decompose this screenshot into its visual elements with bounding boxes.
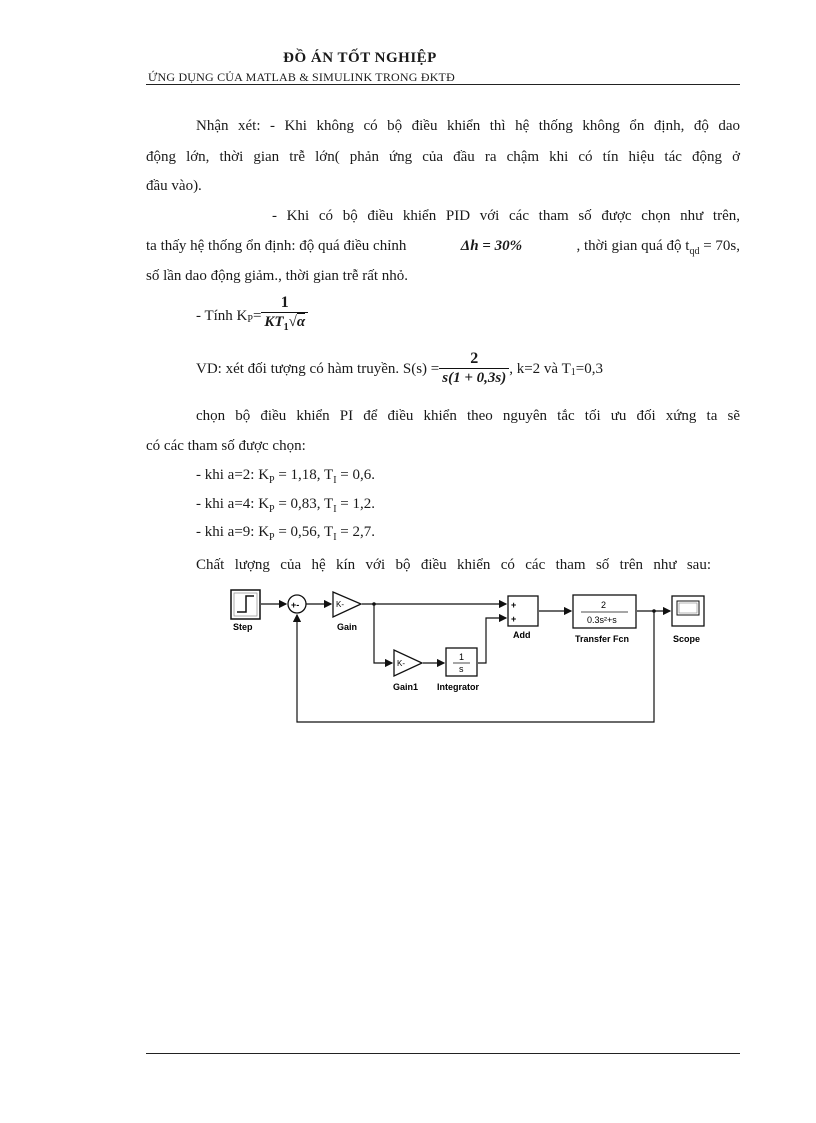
add-block[interactable] <box>508 596 538 626</box>
example-formula: VD: xét đối tượng có hàm truyền. S(s) = $\frac{2}{s(1 + 0,3s)}$ , k=2 và T $_1$ =0,3 <box>196 350 603 386</box>
p2-text-b: , thời gian quá độ $t_{qd} = 70s$, <box>576 238 740 257</box>
integrator-block[interactable] <box>446 648 477 676</box>
overshoot-formula: Δh = 30% <box>460 238 523 254</box>
gain-value: K- <box>336 600 344 609</box>
integrator-num: 1 <box>459 652 465 662</box>
sum-signs: +- <box>291 600 300 610</box>
gain1-label: Gain1 <box>393 682 419 692</box>
gain1-block[interactable] <box>394 650 422 676</box>
gain-block[interactable] <box>333 592 361 617</box>
tf-label: Transfer Fcn <box>575 634 630 644</box>
case-a9: - khi a=9: $K_P = 0,56$, $T_I = 2,7$. <box>196 524 376 543</box>
scope-label: Scope <box>673 634 701 644</box>
tf-num: 2 <box>601 600 607 610</box>
document-title: ĐỒ ÁN TỐT NGHIỆP <box>283 50 437 66</box>
scope-block[interactable] <box>672 596 704 626</box>
example-fraction: $\frac{2}{s(1 + 0,3s)}$ <box>439 350 509 388</box>
paragraph-1-line-2: động lớn, thời gian trễ lớn( phản ứng của đầu ra chậm khi có tín hiệu tác động ở <box>146 149 740 165</box>
paragraph-2-line-3: số lần dao động giảm., thời gian trễ rất nhỏ. <box>146 268 409 284</box>
paragraph-2-line-1: - Khi có bộ điều khiển PID với các tham số được chọn như trên, <box>272 208 740 224</box>
branch-point-output <box>652 609 656 613</box>
step-label: Step <box>233 622 253 632</box>
case-a2: - khi a=2: $K_P = 1,18$, $T_I = 0,6$. <box>196 467 376 486</box>
integrator-den: s <box>459 664 464 674</box>
document-subtitle: ỨNG DỤNG CỦA MATLAB & SIMULINK TRONG ĐKTĐ <box>148 70 455 84</box>
sum-block[interactable] <box>288 595 306 613</box>
gain1-value: K- <box>397 659 405 668</box>
footer-divider <box>146 1053 740 1054</box>
kp-fraction: $\frac{1}{KT_1√\alpha}$ <box>261 294 308 337</box>
tf-den: 0.3s²+s <box>587 615 617 625</box>
paragraph-1-line-1: Nhận xét: - Khi không có bộ điều khiển thì hệ thống không ổn định, độ dao <box>196 118 740 134</box>
transfer-fcn-block[interactable] <box>573 595 636 628</box>
case-a4: - khi a=4: $K_P = 0,83$, $T_I = 1,2$. <box>196 496 376 515</box>
branch-point-gain <box>372 602 376 606</box>
add-label: Add <box>513 630 531 640</box>
integrator-label: Integrator <box>437 682 480 692</box>
add-plus-2: + <box>511 614 517 624</box>
paragraph-3-line-2: có các tham số được chọn: <box>146 438 306 454</box>
paragraph-4: Chất lượng của hệ kín với bộ điều khiển có các tham số trên như sau: <box>196 557 711 573</box>
kp-formula: - Tính K $_P$ = $\frac{1}{KT_1√\alpha}$ <box>196 294 308 337</box>
step-block[interactable] <box>231 590 260 619</box>
paragraph-3-line-1: chọn bộ điều khiển PI để điều khiển theo nguyên tắc tối ưu đối xứng ta sẽ <box>196 408 740 424</box>
p2-text-a: ta thấy hệ thống ổn định: độ quá điều chỉnh <box>146 238 407 254</box>
gain-label: Gain <box>337 622 358 632</box>
paragraph-1-line-3: đầu vào). <box>146 178 202 194</box>
add-plus-1: + <box>511 600 517 610</box>
